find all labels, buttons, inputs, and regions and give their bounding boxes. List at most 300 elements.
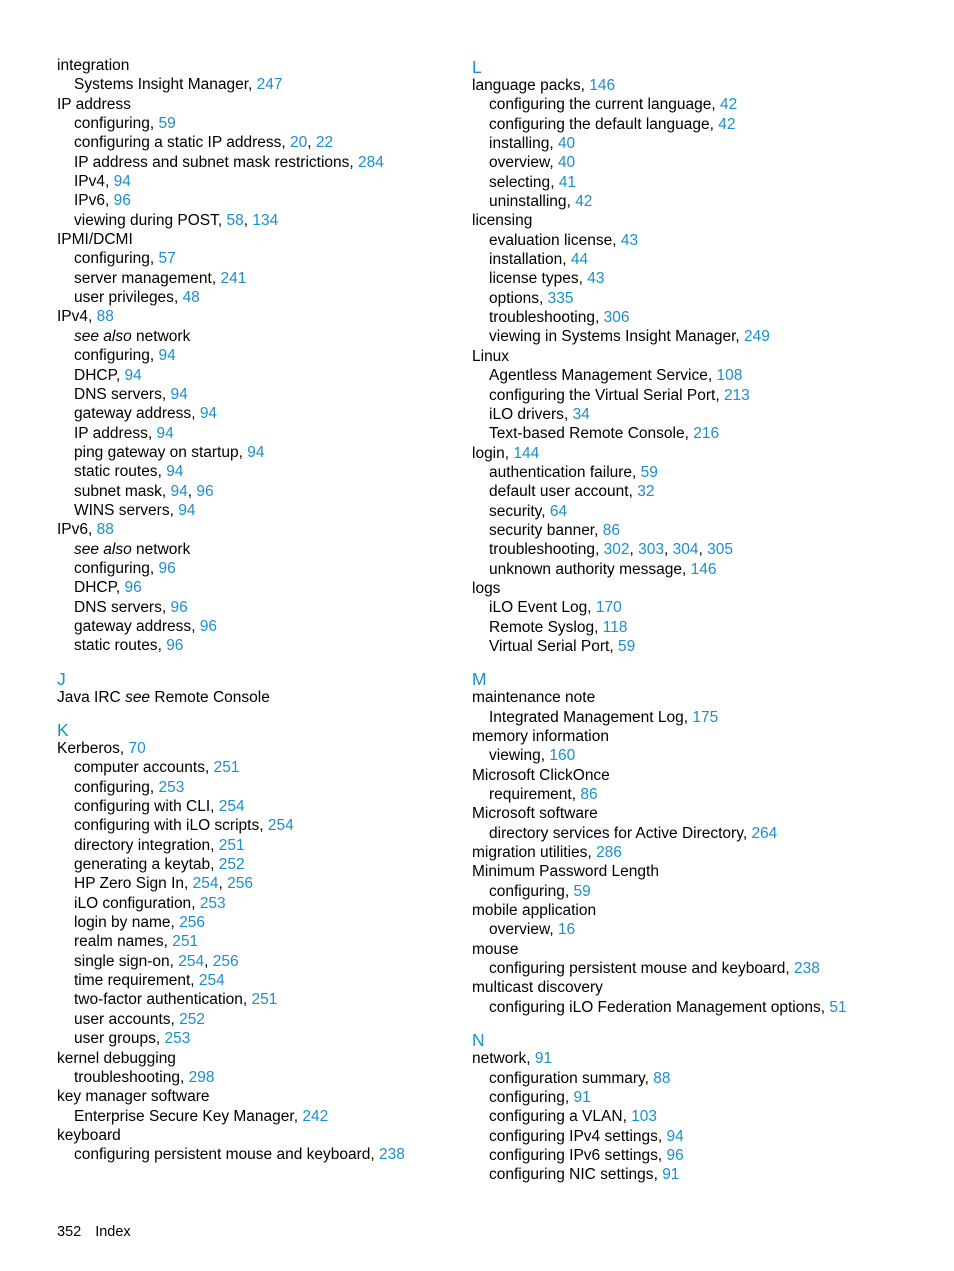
entry-term: mobile application (472, 902, 597, 920)
entry-term: configuring (74, 250, 150, 268)
entry-term: configuring persistent mouse and keyboard (489, 960, 786, 978)
index-entry: IPv6, 88 (57, 521, 114, 539)
section-letter: J (57, 668, 66, 689)
index-subentry: login by name, 256 (74, 914, 206, 932)
page-link[interactable]: 256 (227, 875, 253, 893)
entry-term: language packs (472, 77, 581, 94)
page-link[interactable]: 96 (196, 482, 214, 500)
page-link[interactable]: 254 (218, 798, 245, 816)
entry-term: troubleshooting (489, 309, 595, 327)
page-link[interactable]: 241 (220, 269, 247, 287)
index-subentry: unknown authority message, 146 (489, 560, 717, 578)
index-section (57, 56, 447, 656)
index-subentry: installation, 44 (489, 251, 589, 269)
page-link[interactable]: 94 (199, 405, 218, 423)
index-subentry: Remote Syslog, 118 (489, 618, 628, 636)
index-entry (472, 940, 912, 959)
index-subentry: configuring iLO Federation Management options, 51 (489, 998, 847, 1016)
index-section (57, 668, 447, 707)
page-link[interactable]: 256 (179, 914, 206, 932)
entry-term: login by name (74, 914, 171, 932)
index-subentry: authentication failure, 59 (489, 463, 658, 481)
entry-term: configuring IPv6 settings (489, 1146, 658, 1164)
index-subentry: configuring NIC settings, 91 (489, 1166, 680, 1184)
entry-term: overview (489, 154, 550, 172)
index-entry (57, 1049, 447, 1068)
page-link[interactable]: 254 (198, 972, 225, 990)
index-entry (472, 862, 912, 881)
page-link[interactable]: 144 (513, 444, 540, 462)
index-subentry: configuring, 59 (74, 115, 176, 133)
page-link[interactable]: 88 (96, 521, 114, 539)
page-link[interactable]: 96 (113, 192, 131, 210)
entry-term: Virtual Serial Port (489, 637, 610, 655)
entry-term: Systems Insight Manager (74, 76, 249, 94)
entry-term: network (136, 540, 191, 558)
index-entry: login, 144 (472, 444, 540, 462)
page-link[interactable]: 94 (124, 366, 142, 384)
index-entry (57, 56, 447, 75)
entry-term: single sign-on (74, 952, 170, 970)
index-subentry: Virtual Serial Port, 59 (489, 637, 636, 655)
entry-term: two-factor authentication (74, 991, 243, 1009)
entry-term: DNS servers (74, 598, 162, 616)
entry-term: Microsoft ClickOnce (472, 766, 610, 784)
page-link[interactable]: 48 (182, 289, 200, 307)
index-entry (57, 688, 447, 707)
index-entry (57, 1126, 447, 1145)
entry-term: Integrated Management Log (489, 708, 684, 726)
see-also-label: see also (74, 540, 132, 558)
entry-term: directory integration (74, 836, 211, 854)
entry-term: server management (74, 269, 212, 287)
page-link[interactable]: 43 (620, 231, 639, 249)
index-subentry: IP address, 94 (74, 424, 174, 442)
entry-term: viewing in Systems Insight Manager (489, 328, 736, 346)
entry-term: configuring (74, 778, 150, 796)
index-subentry: iLO Event Log, 170 (489, 599, 622, 617)
page-link[interactable]: 70 (128, 740, 146, 757)
index-entry: language packs, 146 (472, 77, 616, 94)
page-link[interactable]: 86 (580, 786, 598, 804)
index-subentry: Agentless Management Service, 108 (489, 367, 743, 385)
page-link[interactable]: 57 (158, 250, 176, 268)
index-subentry: configuring a VLAN, 103 (489, 1108, 658, 1126)
page-link[interactable]: 94 (156, 424, 174, 442)
page-link[interactable]: 253 (199, 894, 226, 912)
page-link[interactable]: 40 (557, 154, 576, 172)
page-link[interactable]: 252 (218, 856, 245, 874)
entry-term: HP Zero Sign In (74, 875, 184, 893)
index-subentry: user accounts, 252 (74, 1010, 205, 1028)
entry-term: Agentless Management Service (489, 367, 708, 385)
index-subentry: configuring the Virtual Serial Port, 213 (489, 386, 750, 404)
entry-term: configuring with iLO scripts (74, 817, 260, 835)
page-link[interactable]: 118 (602, 618, 628, 636)
page-link[interactable]: 253 (164, 1030, 191, 1048)
index-entry (472, 688, 912, 707)
page-link[interactable]: 91 (534, 1050, 553, 1068)
page-link[interactable]: 306 (603, 309, 630, 327)
page-link[interactable]: 34 (572, 405, 590, 423)
entry-term: computer accounts (74, 759, 205, 777)
entry-term: configuring (74, 559, 150, 577)
page-link[interactable]: 238 (379, 1146, 405, 1164)
entry-term: viewing (489, 747, 541, 765)
index-subentry: configuring a static IP address, 20, 22 (74, 134, 334, 152)
index-subentry: default user account, 32 (489, 483, 655, 501)
entry-term: static routes (74, 463, 158, 481)
entry-term: Java IRC (57, 688, 121, 706)
page-link[interactable]: 251 (213, 759, 240, 777)
index-section (57, 719, 447, 1165)
page-link[interactable]: 160 (549, 747, 576, 765)
entry-term: options (489, 289, 539, 307)
index-subentry: configuring, 91 (489, 1088, 591, 1106)
entry-term: troubleshooting (489, 541, 595, 559)
index-subentry: configuring with iLO scripts, 254 (74, 817, 294, 835)
page-link[interactable]: 249 (744, 328, 770, 346)
index-column-left (57, 56, 447, 1165)
entry-term: unknown authority message (489, 560, 683, 578)
page-link[interactable]: 247 (256, 76, 283, 94)
page-link[interactable]: 44 (570, 251, 589, 269)
index-subentry: troubleshooting, 302, 303, 304, 305 (489, 541, 733, 559)
index-subentry: directory services for Active Directory, 264 (489, 824, 778, 842)
index-subentry: configuring the default language, 42 (489, 115, 736, 133)
page-link[interactable]: 305 (707, 541, 733, 559)
page-link[interactable]: 251 (172, 933, 199, 951)
entry-term: default user account (489, 483, 629, 501)
page-link[interactable]: 108 (716, 367, 743, 385)
index-subentry: requirement, 86 (489, 786, 598, 804)
page-link[interactable]: 42 (719, 96, 738, 114)
index-subentry: options, 335 (489, 289, 574, 307)
page-link[interactable]: 59 (617, 637, 636, 655)
entry-term: IPMI/DCMI (57, 231, 133, 249)
entry-term: Minimum Password Length (472, 863, 659, 881)
entry-term: ping gateway on startup (74, 443, 239, 461)
entry-term: maintenance note (472, 689, 596, 707)
page-link[interactable]: 286 (596, 844, 622, 862)
index-subentry: viewing, 160 (489, 747, 576, 765)
index-entry: network, 91 (472, 1050, 553, 1068)
page-link[interactable]: 146 (690, 560, 717, 578)
page-link[interactable]: 96 (666, 1146, 684, 1164)
page-link[interactable]: 213 (723, 386, 750, 404)
page-link[interactable]: 94 (247, 443, 265, 461)
index-subentry: troubleshooting, 306 (489, 309, 630, 327)
entry-term: configuring NIC settings (489, 1166, 654, 1184)
page-link[interactable]: 32 (637, 483, 655, 501)
page-link[interactable]: 94 (178, 501, 196, 519)
page-link[interactable]: 254 (267, 817, 294, 835)
entry-term: login (472, 444, 505, 462)
index-subentry: configuring, 57 (74, 250, 176, 268)
entry-term: uninstalling (489, 193, 567, 211)
entry-term: license types (489, 270, 579, 288)
page-link[interactable]: 59 (640, 463, 658, 481)
page-link[interactable]: 58 (226, 211, 244, 229)
index-subentry: security, 64 (489, 502, 568, 520)
index-subentry: configuring IPv4 settings, 94 (489, 1127, 684, 1145)
page-link[interactable]: 252 (179, 1010, 205, 1028)
entry-term: realm names (74, 933, 164, 951)
index-subentry: static routes, 94 (74, 463, 184, 481)
index-subentry: DNS servers, 96 (74, 598, 188, 616)
entry-term: user accounts (74, 1010, 171, 1028)
page-link[interactable]: 22 (315, 134, 334, 152)
index-subentry: configuring, 96 (74, 559, 176, 577)
index-section (472, 1029, 912, 1184)
entry-term: iLO drivers (489, 405, 564, 423)
index-subentry: WINS servers, 94 (74, 501, 196, 519)
entry-term: IP address (57, 95, 131, 113)
entry-term: security banner (489, 521, 595, 539)
page-link[interactable]: 238 (794, 960, 820, 978)
page-link[interactable]: 88 (653, 1069, 671, 1087)
index-subentry (57, 327, 447, 346)
footer-section-title: Index (95, 1224, 131, 1240)
index-subentry: overview, 40 (489, 154, 576, 172)
entry-term: viewing during POST (74, 211, 218, 229)
page-link[interactable]: 59 (573, 882, 591, 900)
page-link[interactable]: 64 (549, 502, 568, 520)
index-subentry: DHCP, 96 (74, 579, 142, 597)
index-subentry: configuring, 94 (74, 347, 176, 365)
page-link[interactable]: 40 (557, 135, 576, 153)
page-link[interactable]: 88 (96, 308, 114, 326)
entry-term: Kerberos (57, 740, 120, 757)
index-subentry: uninstalling, 42 (489, 193, 593, 211)
page-link[interactable]: 94 (113, 173, 131, 191)
page-link[interactable]: 216 (693, 425, 720, 443)
page-link[interactable]: 175 (692, 708, 719, 726)
index-subentry: user groups, 253 (74, 1030, 191, 1048)
entry-term: configuring a static IP address (74, 134, 282, 152)
entry-term: Enterprise Secure Key Manager (74, 1107, 294, 1125)
page-link[interactable]: 253 (158, 778, 185, 796)
index-subentry: iLO drivers, 34 (489, 405, 590, 423)
page-link[interactable]: 170 (595, 599, 622, 617)
entry-term: Microsoft software (472, 805, 598, 823)
index-subentry: single sign-on, 254, 256 (74, 952, 239, 970)
entry-term: requirement (489, 786, 572, 804)
index-subentry: overview, 16 (489, 921, 576, 939)
entry-term: selecting (489, 173, 551, 191)
index-subentry: gateway address, 96 (74, 617, 218, 635)
page-link[interactable]: 264 (751, 824, 778, 842)
entry-term: IPv4 (74, 173, 106, 191)
entry-term: IP address and subnet mask restrictions (74, 153, 350, 171)
page-link[interactable]: 86 (602, 521, 620, 539)
page-link[interactable]: 242 (302, 1107, 329, 1125)
entry-term: kernel debugging (57, 1049, 176, 1067)
index-subentry: security banner, 86 (489, 521, 620, 539)
index-subentry: iLO configuration, 253 (74, 894, 226, 912)
entry-term: static routes (74, 637, 158, 655)
entry-term: network (472, 1050, 527, 1068)
page-link[interactable]: 146 (589, 77, 616, 94)
entry-term: IPv6 (57, 521, 89, 539)
index-subentry: viewing during POST, 58, 134 (74, 211, 279, 229)
page-link[interactable]: 303 (638, 541, 664, 559)
entry-term: iLO configuration (74, 894, 192, 912)
page-link[interactable]: 134 (252, 211, 279, 229)
index-entry (57, 95, 447, 114)
page-link[interactable]: 254 (192, 875, 219, 893)
page-link[interactable]: 16 (557, 921, 576, 939)
entry-term: Text-based Remote Console (489, 425, 685, 443)
page-link[interactable]: 91 (662, 1166, 680, 1184)
page-link[interactable]: 284 (358, 153, 384, 171)
index-subentry: DNS servers, 94 (74, 385, 188, 403)
section-letter: K (57, 720, 69, 740)
page-link[interactable]: 59 (158, 115, 176, 133)
page-link[interactable]: 42 (718, 115, 736, 133)
index-entry (57, 1087, 447, 1106)
index-subentry: generating a keytab, 252 (74, 856, 245, 874)
page-link[interactable]: 94 (158, 347, 176, 365)
see-target: Remote Console (154, 688, 270, 706)
entry-term: memory information (472, 728, 609, 745)
entry-term: configuring persistent mouse and keyboard (74, 1146, 371, 1164)
index-entry: IPv4, 88 (57, 308, 114, 326)
entry-term: configuring (74, 347, 150, 365)
index-subentry: gateway address, 94 (74, 405, 218, 423)
page-link[interactable]: 94 (170, 385, 188, 403)
entry-term: configuring IPv4 settings (489, 1127, 658, 1145)
index-subentry: license types, 43 (489, 270, 605, 288)
see-also-label: see also (74, 327, 132, 345)
entry-term: key manager software (57, 1088, 210, 1106)
entry-term: keyboard (57, 1126, 121, 1144)
entry-term: IPv4 (57, 308, 89, 326)
entry-term: installing (489, 135, 550, 153)
entry-term: configuring the Virtual Serial Port (489, 386, 716, 404)
page-link[interactable]: 302 (603, 541, 630, 559)
index-subentry: user privileges, 48 (74, 289, 200, 307)
index-subentry: configuring persistent mouse and keyboard, 238 (74, 1146, 405, 1164)
page-link[interactable]: 91 (573, 1088, 591, 1106)
index-entry (472, 804, 912, 823)
index-subentry: IP address and subnet mask restrictions, 284 (74, 153, 384, 171)
entry-term: mouse (472, 940, 519, 958)
index-subentry: configuring with CLI, 254 (74, 798, 245, 816)
page-link[interactable]: 96 (170, 598, 188, 616)
entry-term: security (489, 502, 542, 520)
page-link[interactable]: 251 (251, 991, 278, 1009)
index-section (472, 56, 912, 656)
entry-term: network (136, 327, 191, 345)
index-subentry: two-factor authentication, 251 (74, 991, 278, 1009)
entry-term: configuring (74, 115, 150, 133)
page-link[interactable]: 304 (672, 541, 699, 559)
entry-term: configuration summary (489, 1069, 645, 1087)
index-subentry: directory integration, 251 (74, 836, 245, 854)
index-subentry: realm names, 251 (74, 933, 199, 951)
page-link[interactable]: 96 (158, 559, 176, 577)
entry-term: installation (489, 251, 563, 269)
index-entry (472, 766, 912, 785)
index-entry (472, 901, 912, 920)
entry-term: WINS servers (74, 501, 170, 519)
page-link[interactable]: 20 (289, 134, 308, 152)
page-link[interactable]: 43 (587, 270, 605, 288)
index-subentry: evaluation license, 43 (489, 231, 639, 249)
entry-term: configuring (489, 882, 565, 900)
see-label: see (125, 688, 151, 706)
index-subentry: Integrated Management Log, 175 (489, 708, 719, 726)
index-subentry: computer accounts, 251 (74, 759, 240, 777)
entry-term: IPv6 (74, 192, 106, 210)
index-column-right (472, 56, 912, 1185)
index-subentry: subnet mask, 94, 96 (74, 482, 214, 500)
page-link[interactable]: 41 (558, 173, 577, 191)
page-link[interactable]: 96 (199, 617, 218, 635)
entry-term: DHCP (74, 366, 116, 384)
entry-term: time requirement (74, 972, 191, 990)
entry-term: overview (489, 921, 550, 939)
index-subentry: time requirement, 254 (74, 972, 225, 990)
page-link[interactable]: 94 (170, 482, 188, 500)
page-footer (57, 1222, 131, 1242)
index-entry (472, 347, 912, 366)
section-letter: M (472, 669, 487, 690)
page-link[interactable]: 94 (666, 1127, 684, 1145)
entry-term: DHCP (74, 579, 116, 597)
page-link[interactable]: 96 (166, 637, 184, 655)
index-entry (57, 230, 447, 249)
page-link[interactable]: 103 (631, 1108, 658, 1126)
index-subentry: DHCP, 94 (74, 366, 142, 384)
entry-term: iLO Event Log (489, 599, 588, 617)
page-link[interactable]: 51 (829, 998, 847, 1016)
entry-term: configuring the default language (489, 115, 710, 133)
entry-term: Remote Syslog (489, 618, 595, 636)
index-subentry: configuring, 59 (489, 882, 591, 900)
entry-term: subnet mask (74, 482, 162, 500)
index-entry (472, 579, 912, 598)
entry-term: user groups (74, 1030, 156, 1048)
entry-term: multicast discovery (472, 979, 603, 997)
entry-term: troubleshooting (74, 1068, 180, 1086)
entry-term: licensing (472, 212, 533, 230)
section-letter: L (472, 57, 482, 77)
index-subentry: installing, 40 (489, 135, 576, 153)
entry-term: logs (472, 579, 501, 597)
page-link[interactable]: 96 (124, 579, 142, 597)
index-entry (472, 211, 912, 230)
entry-term: evaluation license (489, 231, 613, 249)
page-link[interactable]: 298 (188, 1068, 215, 1086)
page-link[interactable]: 94 (166, 463, 184, 481)
index-subentry: configuring the current language, 42 (489, 96, 738, 114)
page-link[interactable]: 251 (218, 836, 245, 854)
entry-term: generating a keytab (74, 856, 211, 874)
index-subentry: server management, 241 (74, 269, 247, 287)
index-subentry: selecting, 41 (489, 173, 577, 191)
page-link[interactable]: 256 (212, 952, 239, 970)
page-link[interactable]: 335 (547, 289, 574, 307)
index-subentry: configuring persistent mouse and keyboard, 238 (489, 960, 820, 978)
index-subentry: configuration summary, 88 (489, 1069, 671, 1087)
section-letter: N (472, 1030, 485, 1051)
page-link[interactable]: 254 (178, 952, 205, 970)
index-subentry: Enterprise Secure Key Manager, 242 (74, 1107, 329, 1125)
index-subentry: troubleshooting, 298 (74, 1068, 215, 1086)
page-link[interactable]: 42 (575, 193, 593, 211)
